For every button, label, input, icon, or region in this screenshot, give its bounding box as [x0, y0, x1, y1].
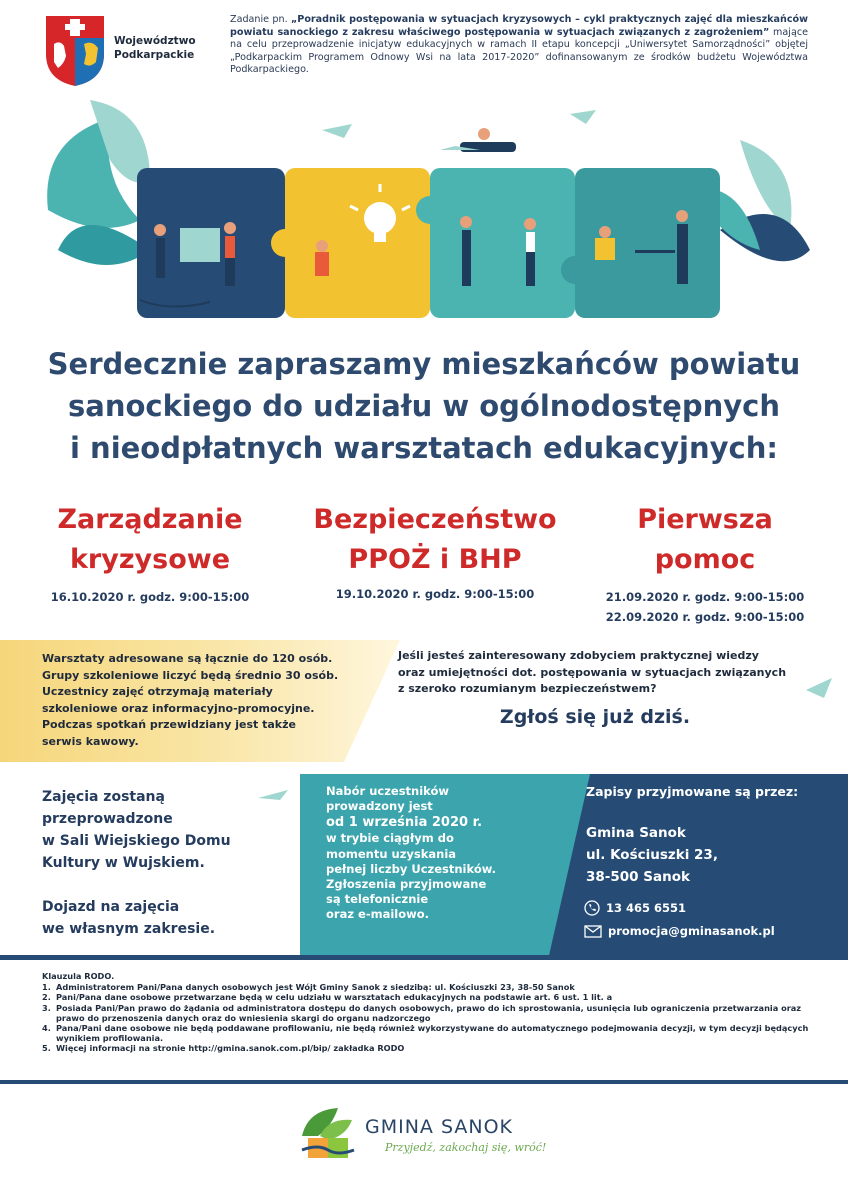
rodo-item [42, 992, 818, 1002]
headline-line-3: i nieodpłatnych warsztatach edukacyjnych: [70, 431, 778, 465]
workshop-title-line-2: kryzysowe [69, 544, 231, 575]
question-line: z szeroko rozumianym bezpieczeństwem? [398, 682, 657, 695]
venue-line: przeprowadzone [42, 811, 173, 827]
brand-name: GMINA SANOK [365, 1116, 514, 1138]
paper-plane-icon [804, 676, 834, 700]
recruitment-line: w trybie ciągłym do [326, 831, 454, 846]
rodo-item [42, 1003, 818, 1023]
footer-divider [0, 1080, 848, 1084]
question-line: oraz umiejętności dot. postępowania w sytuacjach związanych [398, 665, 787, 679]
rodo-item-number: 5. [42, 1043, 51, 1054]
venue-line: w Sali Wiejskiego Domu [42, 833, 231, 849]
phone-contact[interactable] [584, 900, 834, 916]
recruitment-line: Zgłoszenia przyjmowane [326, 877, 487, 892]
task-rest: mające na celu przeprowadzenie inicjatyw edukacyjnych w ramach II etapu koncepcji „Uniwersytet Samorządności” objętej „Podkarpackim Programem Odnowy Wsi na lata 2017-2020” dofinansowanym ze środków budżetu Województwa Podkarpackiego. [230, 26, 808, 76]
venue-info [42, 786, 282, 940]
region-line-2: Podkarpackie [114, 49, 195, 61]
rodo-item [42, 1023, 818, 1043]
travel-line: Dojazd na zajęcia [42, 899, 180, 915]
rodo-item-text: Administratorem Pani/Pana danych osobowych jest Wójt Gminy Sanok z siedzibą: ul. Kościuszki 23, 38-50 Sanok [56, 982, 575, 993]
recruitment-line: momentu uzyskania [326, 846, 457, 861]
interest-question [398, 648, 798, 698]
workshop-first-aid [580, 500, 830, 626]
brand-slogan: Przyjedź, zakochaj się, wróć! [385, 1141, 547, 1154]
signup-heading: Zapisy przyjmowane są przez: [586, 784, 799, 799]
rodo-item-text: Więcej informacji na stronie http://gmina.sanok.com.pl/bip/ zakładka RODO [56, 1043, 405, 1054]
venue-line: Zajęcia zostaną [42, 789, 165, 805]
email-address[interactable]: promocja@gminasanok.pl [608, 924, 775, 938]
coat-of-arms-icon [44, 14, 106, 88]
question-line: Jeśli jesteś zainteresowany zdobyciem praktycznej wiedzy [398, 649, 759, 662]
task-prefix: Zadanie pn. [230, 14, 291, 25]
rodo-item-text: Posiada Pani/Pan prawo do żądania od administratora dostępu do danych osobowych, prawo do ich sprostowania, usunięcia lub ograniczenia przetwarzania oraz prawo do przenoszenia danych oraz do wniesienia skargi do organu nadzorczego [56, 1002, 802, 1023]
recruitment-line: pełnej liczby Uczestników. [326, 861, 496, 876]
headline-line-2: sanockiego do udziału w ogólnodostępnych [68, 389, 780, 423]
workshop-title-line-1: Zarządzanie [57, 504, 243, 535]
workshop-title-line-1: Pierwsza [637, 504, 773, 535]
rodo-item [42, 982, 818, 992]
rodo-item-number: 4. [42, 1023, 51, 1034]
info-line: serwis kawowy. [42, 734, 139, 748]
info-line: Warsztaty adresowane są łącznie do 120 osób. [42, 652, 333, 665]
rodo-item-text: Pani/Pana dane osobowe przetwarzane będą w celu udziału w warsztatach edukacyjnych na podstawie art. 6 ust. 1 lit. a [56, 992, 613, 1003]
envelope-icon [584, 925, 602, 938]
workshop-date: 19.10.2020 r. godz. 9:00-15:00 [335, 587, 535, 601]
venue-line: Kultury w Wujskiem. [42, 855, 205, 871]
rodo-item-text: Pana/Pani dane osobowe nie będą poddawane profilowaniu, nie będą również wykorzystywane do automatycznego podejmowania decyzji, w tym decyzji będących wynikiem profilowania. [56, 1023, 809, 1044]
info-line: szkoleniowe oraz informacyjno-promocyjne. [42, 701, 315, 715]
divider [0, 955, 848, 960]
rodo-clause [42, 971, 818, 1054]
rodo-list [42, 982, 818, 1053]
gmina-sanok-logo-icon [298, 1106, 356, 1162]
region-name [114, 34, 224, 62]
recruitment-line: oraz e-mailowo. [326, 907, 430, 922]
rodo-item-number: 1. [42, 982, 51, 993]
signup-call-to-action: Zgłoś się już dziś. [499, 706, 691, 728]
workshop-title-line-2: pomoc [654, 544, 756, 575]
workshop-fire-safety [290, 500, 580, 603]
signup-address [586, 822, 836, 888]
rodo-item-number: 2. [42, 992, 51, 1003]
recruitment-start-date: od 1 września 2020 r. [326, 815, 483, 831]
workshop-title-line-2: PPOŻ i BHP [348, 544, 522, 575]
email-contact[interactable] [584, 924, 834, 938]
address-line: Gmina Sanok [586, 825, 686, 841]
workshop-date: 21.09.2020 r. godz. 9:00-15:00 [605, 590, 805, 604]
info-line: Uczestnicy zajęć otrzymają materiały [42, 685, 273, 698]
phone-icon [584, 900, 600, 916]
info-line: Podczas spotkań przewidziany jest także [42, 718, 296, 731]
workshop-date-2: 22.09.2020 r. godz. 9:00-15:00 [605, 610, 805, 624]
info-line: Grupy szkoleniowe liczyć będą średnio 30 osób. [42, 668, 339, 682]
address-line: 38-500 Sanok [586, 869, 690, 885]
address-line: ul. Kościuszki 23, [586, 847, 718, 863]
rodo-item [42, 1043, 818, 1053]
task-title: „Poradnik postępowania w sytuacjach kryzysowych – cykl praktycznych zajęć dla mieszkańców powiatu sanockiego z zakresu właściwego postępowania w sytuacjach związanych z zagrożeniem” [230, 14, 808, 38]
hero-illustration [40, 100, 810, 332]
phone-number[interactable]: 13 465 6551 [606, 901, 687, 915]
recruitment-line: Nabór uczestników [326, 784, 450, 798]
workshop-date: 16.10.2020 r. godz. 9:00-15:00 [50, 590, 250, 604]
recruitment-line: prowadzony jest [326, 799, 433, 814]
workshop-crisis-management [20, 500, 280, 606]
task-description [230, 14, 808, 77]
invitation-headline [30, 343, 818, 469]
travel-line: we własnym zakresie. [42, 921, 216, 937]
recruitment-line: są telefonicznie [326, 892, 429, 907]
rodo-title: Klauzula RODO. [42, 971, 115, 981]
region-line-1: Województwo [114, 35, 196, 47]
recruitment-info [326, 784, 531, 923]
rodo-item-number: 3. [42, 1002, 51, 1013]
headline-line-1: Serdecznie zapraszamy mieszkańców powiatu [47, 347, 801, 381]
workshop-info [42, 651, 372, 750]
workshop-title-line-1: Bezpieczeństwo [313, 504, 557, 535]
